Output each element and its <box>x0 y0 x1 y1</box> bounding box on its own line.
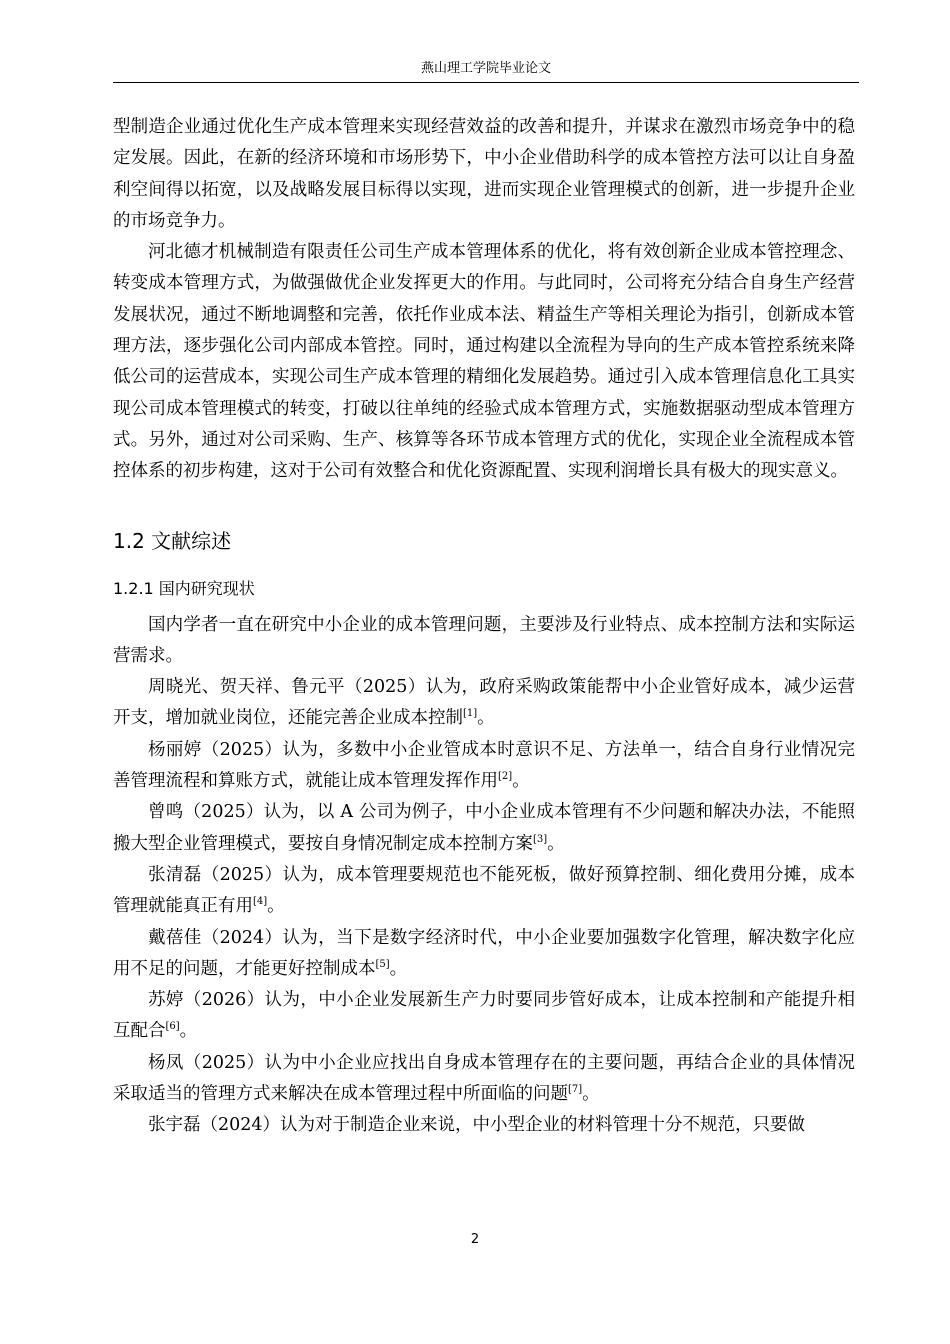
review-entry-tail: 。 <box>512 771 530 792</box>
review-entry-text: 周晓光、贺天祥、鲁元平（2025）认为，政府采购政策能帮中小企业管好成本，减少运营开支，增加就业岗位，还能完善企业成本控制 <box>113 677 855 729</box>
review-entry-text: 杨凤（2025）认为中小企业应找出自身成本管理存在的主要问题，再结合企业的具体情况采取适当的管理方式来解决在成本管理过程中所面临的问题 <box>113 1052 855 1105</box>
review-entry-tail: 。 <box>582 1084 600 1105</box>
citation-marker: [5] <box>375 958 390 970</box>
review-entry <box>113 797 855 860</box>
review-entry-text: 杨丽婷（2025）认为，多数中小企业管成本时意识不足、方法单一，结合自身行业情况完善管理流程和算账方式，就能让成本管理发挥作用 <box>113 739 855 792</box>
review-entry <box>113 672 855 735</box>
page-body <box>113 112 855 1142</box>
review-entry <box>113 860 855 923</box>
review-entry-text: 苏婷（2026）认为，中小企业发展新生产力时要同步管好成本，让成本控制和产能提升相互配合 <box>113 990 855 1042</box>
citation-marker: [7] <box>568 1084 583 1096</box>
header-divider <box>113 82 859 83</box>
review-entry-tail: 。 <box>179 1021 198 1042</box>
citation-marker: [2] <box>498 771 513 783</box>
intro-paragraph-continued: 型制造企业通过优化生产成本管理来实现经营效益的改善和提升，并谋求在激烈市场竞争中的稳定发展。因此，在新的经济环境和市场形势下，中小企业借助科学的成本管控方法可以让自身盈利空间得以拓宽，以及战略发展目标得以实现，进而实现企业管理模式的创新，进一步提升企业的市场竞争力。 <box>113 117 855 231</box>
review-entry-tail: 。 <box>267 896 285 917</box>
review-last-paragraph: 张宇磊（2024）认为对于制造企业来说，中小型企业的材料管理十分不规范，只要做 <box>148 1115 806 1136</box>
review-entry <box>113 923 855 986</box>
review-entry-text: 戴蓓佳（2024）认为，当下是数字经济时代，中小企业要加强数字化管理，解决数字化应用不足的问题，才能更好控制成本 <box>113 927 855 979</box>
review-entry-tail: 。 <box>547 833 565 854</box>
citation-marker: [6] <box>165 1021 180 1033</box>
review-entry-tail: 。 <box>477 708 495 729</box>
review-entry <box>113 1048 855 1111</box>
page-number: 2 <box>470 1232 480 1247</box>
intro-paragraph: 河北德才机械制造有限责任公司生产成本管理体系的优化，将有效创新企业成本管控理念、转变成本管理方式，为做强做优企业发挥更大的作用。与此同时，公司将充分结合自身生产经营发展状况，通过不断地调整和完善，依托作业成本法、精益生产等相关理论为指引，创新成本管理方法，逐步强化公司内部成本管控。同时，通过构建以全流程为导向的生产成本管控系统来降低公司的运营成本，实现公司生产成本管理的精细化发展趋势。通过引入成本管理信息化工具实现公司成本管理模式的转变，打破以往单纯的经验式成本管理方式，实施数据驱动型成本管理方式。另外，通过对公司采购、生产、核算等各环节成本管理方式的优化，实现企业全流程成本管控体系的初步构建，这对于公司有效整合和优化资源配置、实现利润增长具有极大的现实意义。 <box>113 242 855 482</box>
review-entry <box>113 985 855 1048</box>
citation-marker: [4] <box>253 896 268 908</box>
citation-marker: [3] <box>533 833 548 845</box>
review-opening-paragraph: 国内学者一直在研究中小企业的成本管理问题，主要涉及行业特点、成本控制方法和实际运营需求。 <box>113 614 855 666</box>
review-entry-text: 曾鸣（2025）认为，以 A 公司为例子，中小企业成本管理有不少问题和解决办法，不能照搬大型企业管理模式，要按自身情况制定成本控制方案 <box>113 802 855 854</box>
running-header: 燕山理工学院毕业论文 <box>420 61 551 76</box>
review-entry <box>113 735 855 798</box>
subsection-heading: 1.2.1 国内研究现状 <box>113 578 255 598</box>
section-heading: 1.2 文献综述 <box>113 528 232 553</box>
review-entry-tail: 。 <box>389 958 408 979</box>
review-entry-text: 张清磊（2025）认为，成本管理要规范也不能死板，做好预算控制、细化费用分摊，成本管理就能真正有用 <box>113 864 855 917</box>
citation-marker: [1] <box>463 708 478 720</box>
